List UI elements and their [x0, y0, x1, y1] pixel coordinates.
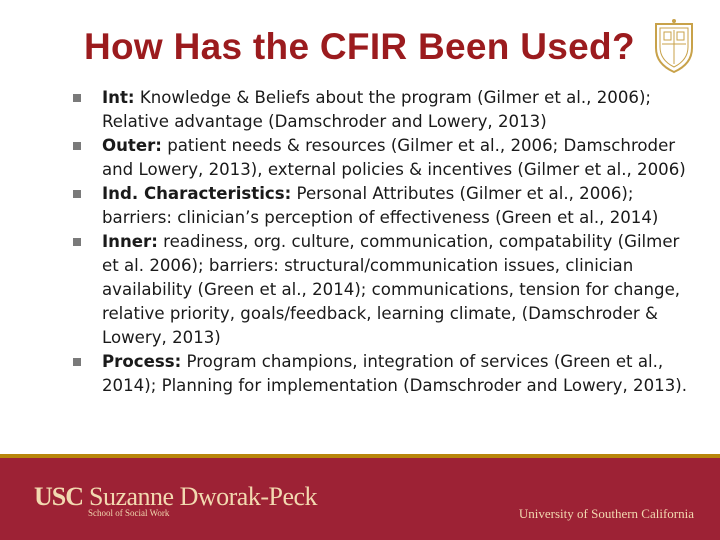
school-logo	[34, 482, 317, 512]
school-name: School of Social Work	[88, 508, 170, 518]
bullet-label: Process:	[102, 352, 182, 371]
bullet-item	[70, 86, 690, 134]
bullet-text: Knowledge & Beliefs about the program (Gilmer et al., 2006); Relative advantage (Damschroder and Lowery, 2013)	[102, 88, 652, 131]
logo-usc: USC	[34, 482, 84, 511]
bullet-label: Inner:	[102, 232, 158, 251]
bullet-list	[70, 86, 690, 398]
bullet-item	[70, 350, 690, 398]
square-bullet-icon	[73, 238, 81, 246]
square-bullet-icon	[73, 358, 81, 366]
square-bullet-icon	[73, 94, 81, 102]
bullet-item	[70, 230, 690, 350]
bullet-text: patient needs & resources (Gilmer et al., 2006; Damschroder and Lowery, 2013), external policies & incentives (Gilmer et al., 2006)	[102, 136, 686, 179]
bullet-label: Outer:	[102, 136, 162, 155]
bullet-label: Ind. Characteristics:	[102, 184, 292, 203]
bullet-label: Int:	[102, 88, 135, 107]
university-name: University of Southern California	[518, 506, 694, 521]
slide-title: How Has the CFIR Been Used?	[84, 26, 635, 67]
bullet-item	[70, 182, 690, 230]
usc-seal-icon	[652, 18, 696, 74]
square-bullet-icon	[73, 190, 81, 198]
bullet-text: Personal Attributes (Gilmer et al., 2006); barriers: clinician’s perception of effectiveness (Green et al., 2014)	[102, 184, 659, 227]
square-bullet-icon	[73, 142, 81, 150]
bullet-text: readiness, org. culture, communication, compatability (Gilmer et al. 2006); barriers: structural/communication issues, clinician availability (Green et al., 2014); communications, tension for change, relative priority, goals/feedback, learning climate, (Damschroder & Lowery, 2013)	[102, 232, 681, 347]
logo-name: Suzanne Dworak-Peck	[89, 482, 318, 511]
bullet-item	[70, 134, 690, 182]
bullet-text: Program champions, integration of services (Green et al., 2014); Planning for implementation (Damschroder and Lowery, 2013).	[102, 352, 688, 395]
